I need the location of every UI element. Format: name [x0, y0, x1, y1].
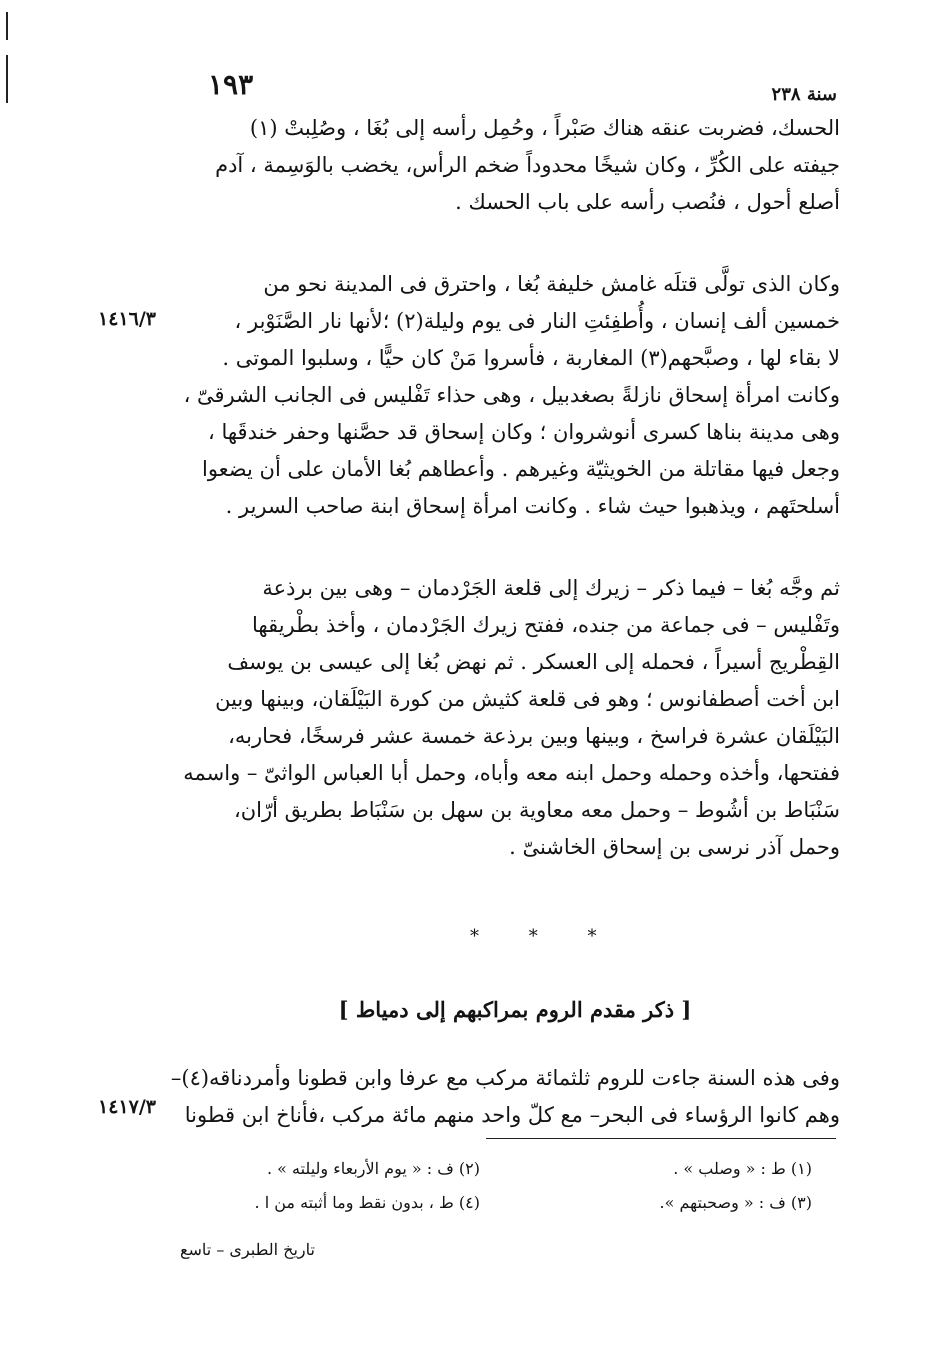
- text-line: البَيْلَقان عشرة فراسخ ، وبينها وبين برذعة خمسة عشر فرسخًا، فحاربه،: [228, 724, 840, 748]
- binding-mark-top: [6, 12, 8, 40]
- page-header: [180, 68, 837, 108]
- paragraph-2: [183, 266, 840, 525]
- text-line: ففتحها، وأخذه وحمله وحمل ابنه معه وأباه، وحمل أبا العباس الواثىّ – واسمه: [183, 761, 840, 785]
- footnote-divider: [486, 1138, 836, 1139]
- footnotes: [190, 1152, 830, 1220]
- text-line: ثم وجَّه بُغا – فيما ذكر – زيرك إلى قلعة الجَرْدمان – وهى بين برذعة: [262, 576, 840, 600]
- text-line: وهى مدينة بناها كسرى أنوشروان ؛ وكان إسحاق قد حصَّنها وحفر خندقَها ،: [208, 420, 840, 444]
- text-line: أسلحتَهم ، ويذهبوا حيث شاء . وكانت امرأة إسحاق ابنة صاحب السرير .: [225, 494, 840, 518]
- section-separator: * * *: [470, 926, 619, 947]
- binding-mark-bottom: [6, 55, 8, 103]
- margin-reference-2: ١٤١٧/٣: [98, 1096, 156, 1118]
- text-line: الحسك، فضربت عنقه هناك صَبْراً ، وحُمِل رأسه إلى بُغَا ، وصُلِبتْ (١): [249, 116, 840, 140]
- text-line: سَنْبَاط بن أشُوط – وحمل معه معاوية بن سهل بن سَنْبَاط بطريق أرّان،: [233, 798, 840, 822]
- paragraph-4: [170, 1060, 840, 1134]
- text-line: وفى هذه السنة جاءت للروم ثلثمائة مركب مع عرفا وابن قطونا وأمردناقه(٤)–: [170, 1066, 840, 1090]
- text-line: خمسين ألف إنسان ، وأُطفِئتِ النار فى يوم وليلة(٢) ؛لأنها نار الصَّنَوْبر ،: [234, 309, 840, 333]
- text-line: لا بقاء لها ، وصبَّحهم(٣) المغاربة ، فأسروا مَنْ كان حيًّا ، وسلبوا الموتى .: [222, 346, 840, 370]
- text-line: ابن أخت أصطفانوس ؛ وهو فى قلعة كثيش من كورة البَيْلَقان، وبينها وبين: [215, 687, 840, 711]
- margin-reference-1: ١٤١٦/٣: [98, 308, 156, 330]
- book-signature: تاريخ الطبرى – تاسع: [180, 1240, 315, 1259]
- footnote-4: (٤) ط ، بدون نقط وما أثبته من ا .: [254, 1193, 480, 1212]
- text-line: وكان الذى تولَّى قتلَه غامش خليفة بُغا ، واحترق فى المدينة نحو من: [263, 272, 840, 296]
- text-line: وهم كانوا الرؤساء فى البحر– مع كلّ واحد منهم مائة مركب ،فأناخ ابن قطونا: [184, 1103, 840, 1127]
- footnote-2: (٢) ف : « يوم الأربعاء وليلته » .: [266, 1159, 480, 1178]
- text-line: وكانت امرأة إسحاق نازلةً بصغدبيل ، وهى حذاء تَفْليس فى الجانب الشرقىّ ،: [183, 383, 840, 407]
- section-heading: [ ذكر مقدم الروم بمراكبهم إلى دمياط ]: [338, 997, 692, 1022]
- footnote-row: [190, 1186, 830, 1220]
- text-line: جيفته على الكُرِّ ، وكان شيخًا محدوداً ضخم الرأس، يخضب بالوَسِمة ، آدم: [215, 153, 840, 177]
- year-label: سنة ٢٣٨: [771, 84, 837, 105]
- text-line: وحمل آذر نرسى بن إسحاق الخاشنىّ .: [509, 835, 840, 859]
- page-number: ١٩٣: [208, 68, 254, 101]
- text-line: القِطْريج أسيراً ، فحمله إلى العسكر . ثم نهض بُغا إلى عيسى بن يوسف: [227, 650, 840, 674]
- footnote-3: (٣) ف : « وصحبتهم ».: [659, 1193, 812, 1212]
- text-line: أصلع أحول ، فنُصب رأسه على باب الحسك .: [455, 190, 840, 214]
- paragraph-1: [190, 110, 840, 221]
- footnote-row: [190, 1152, 830, 1186]
- paragraph-3: [183, 570, 840, 866]
- footnote-1: (١) ط : « وصلب » .: [673, 1159, 812, 1178]
- text-line: وتَفْليس – فى جماعة من جنده، ففتح زيرك الجَرْدمان ، وأخذ بطْريقها: [252, 613, 840, 637]
- text-line: وجعل فيها مقاتلة من الخويثيّة وغيرهم . وأعطاهم بُغا الأمان على أن يضعوا: [201, 457, 840, 481]
